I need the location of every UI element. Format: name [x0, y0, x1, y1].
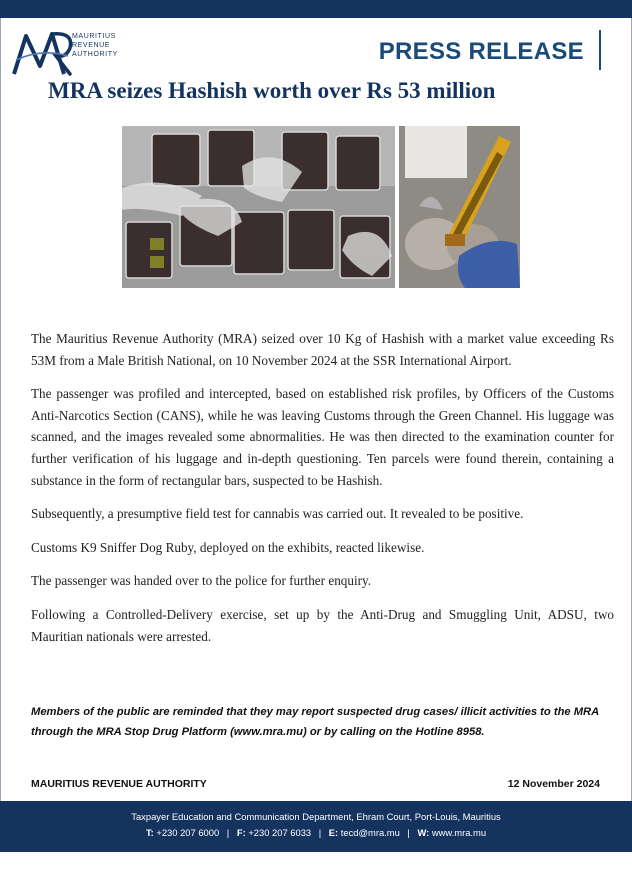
separator: | [318, 827, 322, 838]
top-banner [0, 0, 632, 18]
email-link[interactable]: tecd@mra.mu [340, 827, 400, 838]
footer-address: Taxpayer Education and Communication Department, Ehram Court, Port-Louis, Mauritius [131, 811, 501, 822]
logo-line-3: AUTHORITY [72, 51, 118, 58]
footer-contacts [0, 827, 632, 838]
separator: | [226, 827, 230, 838]
release-date: 12 November 2024 [507, 778, 600, 790]
seizure-photos [122, 126, 520, 288]
email-label: E: [328, 827, 339, 838]
page-title: MRA seizes Hashish worth over Rs 53 million [48, 78, 496, 103]
fax-label: F: [236, 827, 246, 838]
paragraph-seizure: The Mauritius Revenue Authority (MRA) seized over 10 Kg of Hashish with a market value exceeding Rs 53M from a Male British National, on 10 November 2024 at the SSR International Airport. [31, 331, 614, 368]
paragraph-arrests: Following a Controlled-Delivery exercise, set up by the Anti-Drug and Smuggling Unit, ADSU, two Mauritian nationals were arrested. [31, 606, 614, 644]
website-link[interactable]: www.mra.mu [431, 827, 487, 838]
logo-line-1: MAURITIUS [72, 33, 116, 40]
footer-organization: MAURITIUS REVENUE AUTHORITY [31, 778, 207, 790]
tel-label: T: [145, 827, 154, 838]
paragraph-interception: The passenger was profiled and intercepted, based on established risk profiles, by Officers of the Customs Anti-Narcotics Section (CANS), while he was leaving Customs through the Green Channel. His luggage was scanned, and the images revealed some abnormalities. He was then directed to the examination counter for further verification of his luggage and in-depth questioning. Ten parcels were found therein, containing a substance in the form of rectangular bars, suspected to be Hashish. [31, 386, 614, 488]
photo-hashish-bars [122, 126, 395, 288]
logo-line-2: REVENUE [72, 42, 111, 49]
public-notice: Members of the public are reminded that they may report suspected drug cases/ illicit activities to the MRA through the MRA Stop Drug Platform (www.mra.mu) or by calling on the Hotline 8958. [31, 706, 599, 738]
tel-number[interactable]: +230 207 6000 [156, 827, 220, 838]
web-label: W: [417, 827, 430, 838]
press-release-label: PRESS RELEASE [378, 38, 584, 65]
page-border-left [0, 18, 1, 801]
paragraph-police: The passenger was handed over to the police for further enquiry. [31, 573, 372, 589]
fax-number: +230 207 6033 [248, 827, 312, 838]
footer-contact-bar [0, 801, 632, 852]
logo-wordmark [72, 32, 142, 59]
separator: | [407, 827, 410, 838]
article-body [31, 328, 614, 659]
paragraph-sniffer-dog: Customs K9 Sniffer Dog Ruby, deployed on the exhibits, reacted likewise. [31, 539, 425, 555]
paragraph-field-test: Subsequently, a presumptive field test for cannabis was carried out. It revealed to be positive. [31, 506, 524, 522]
press-release-divider [599, 30, 601, 70]
photo-field-test [399, 126, 520, 288]
